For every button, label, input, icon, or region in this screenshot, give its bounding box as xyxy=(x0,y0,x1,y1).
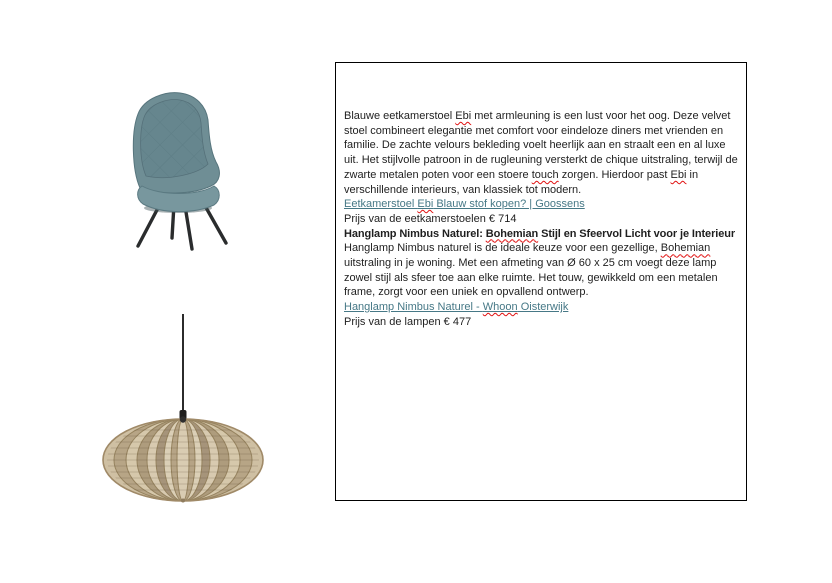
chair-illustration xyxy=(126,88,238,252)
misspelled-word: Bohemian xyxy=(660,242,711,255)
lamp-top-cap xyxy=(180,416,186,422)
lamp-product-link-whoon[interactable] xyxy=(344,301,568,313)
misspelled-word: touch xyxy=(531,168,559,181)
lamp-heading xyxy=(344,227,738,242)
lamp-description-text: uitstraling in je woning. Met een afmeting van Ø 60 x 25 cm voegt deze lamp zowel stijl als sfeer toe aan elke ruimte. Het touw, gewikkeld om een metalen frame, zorgt voor een uniek en opvallend ontwerp. xyxy=(344,257,718,299)
chair-description-text: in verschillende interieurs, van klassiek tot modern. xyxy=(344,168,699,196)
chair-description xyxy=(344,109,738,197)
product-image-lamp xyxy=(95,312,271,504)
product-image-chair xyxy=(126,88,238,252)
lamp-bottom-finial xyxy=(181,499,185,503)
lamp-illustration xyxy=(95,312,271,504)
lamp-link-line xyxy=(344,300,738,315)
misspelled-word: Whoon xyxy=(482,301,518,314)
chair-description-text: zorgen. Hierdoor past xyxy=(558,168,671,181)
lamp-link-text: Hanglamp Nimbus Naturel - xyxy=(344,301,483,314)
description-box xyxy=(335,62,747,501)
chair-price-line: Prijs van de eetkamerstoelen € 714 xyxy=(344,212,517,225)
chair-link-text: Eetkamerstoel xyxy=(344,198,418,211)
lamp-price-line: Prijs van de lampen € 477 xyxy=(344,315,472,328)
lamp-heading-text: Hanglamp Nimbus Naturel: xyxy=(344,227,486,240)
misspelled-word: Bohemian xyxy=(485,227,539,240)
chair-description-text: Blauwe eetkamerstoel xyxy=(344,110,456,122)
lamp-description xyxy=(344,241,738,300)
chair-link-line xyxy=(344,197,738,212)
misspelled-word: Ebi xyxy=(417,198,434,211)
chair-description-text: met armleuning is een lust voor het oog. Deze velvet stoel combineert elegantie met comfort voor eindeloze diners met vrienden en familie. De zachte velours bekleding voelt heerlijk aan en straalt een en al luxe uit. Het stijlvolle patroon in de rugleuning versterkt de chique uitstraling, terwijl de zwarte metalen poten voor een stoere xyxy=(344,110,738,181)
lamp-link-text: Oisterwijk xyxy=(517,301,569,314)
chair-product-link-goossens[interactable] xyxy=(344,198,585,210)
misspelled-word: Ebi xyxy=(455,110,472,122)
misspelled-word: Ebi xyxy=(670,168,687,181)
chair-link-text: Blauw stof kopen? | Goossens xyxy=(433,198,585,211)
lamp-description-text: Hanglamp Nimbus naturel is de ideale keuze voor een gezellige, xyxy=(344,242,661,255)
lamp-heading-text: Stijl en Sfeervol Licht voor je Interieur xyxy=(538,227,736,240)
